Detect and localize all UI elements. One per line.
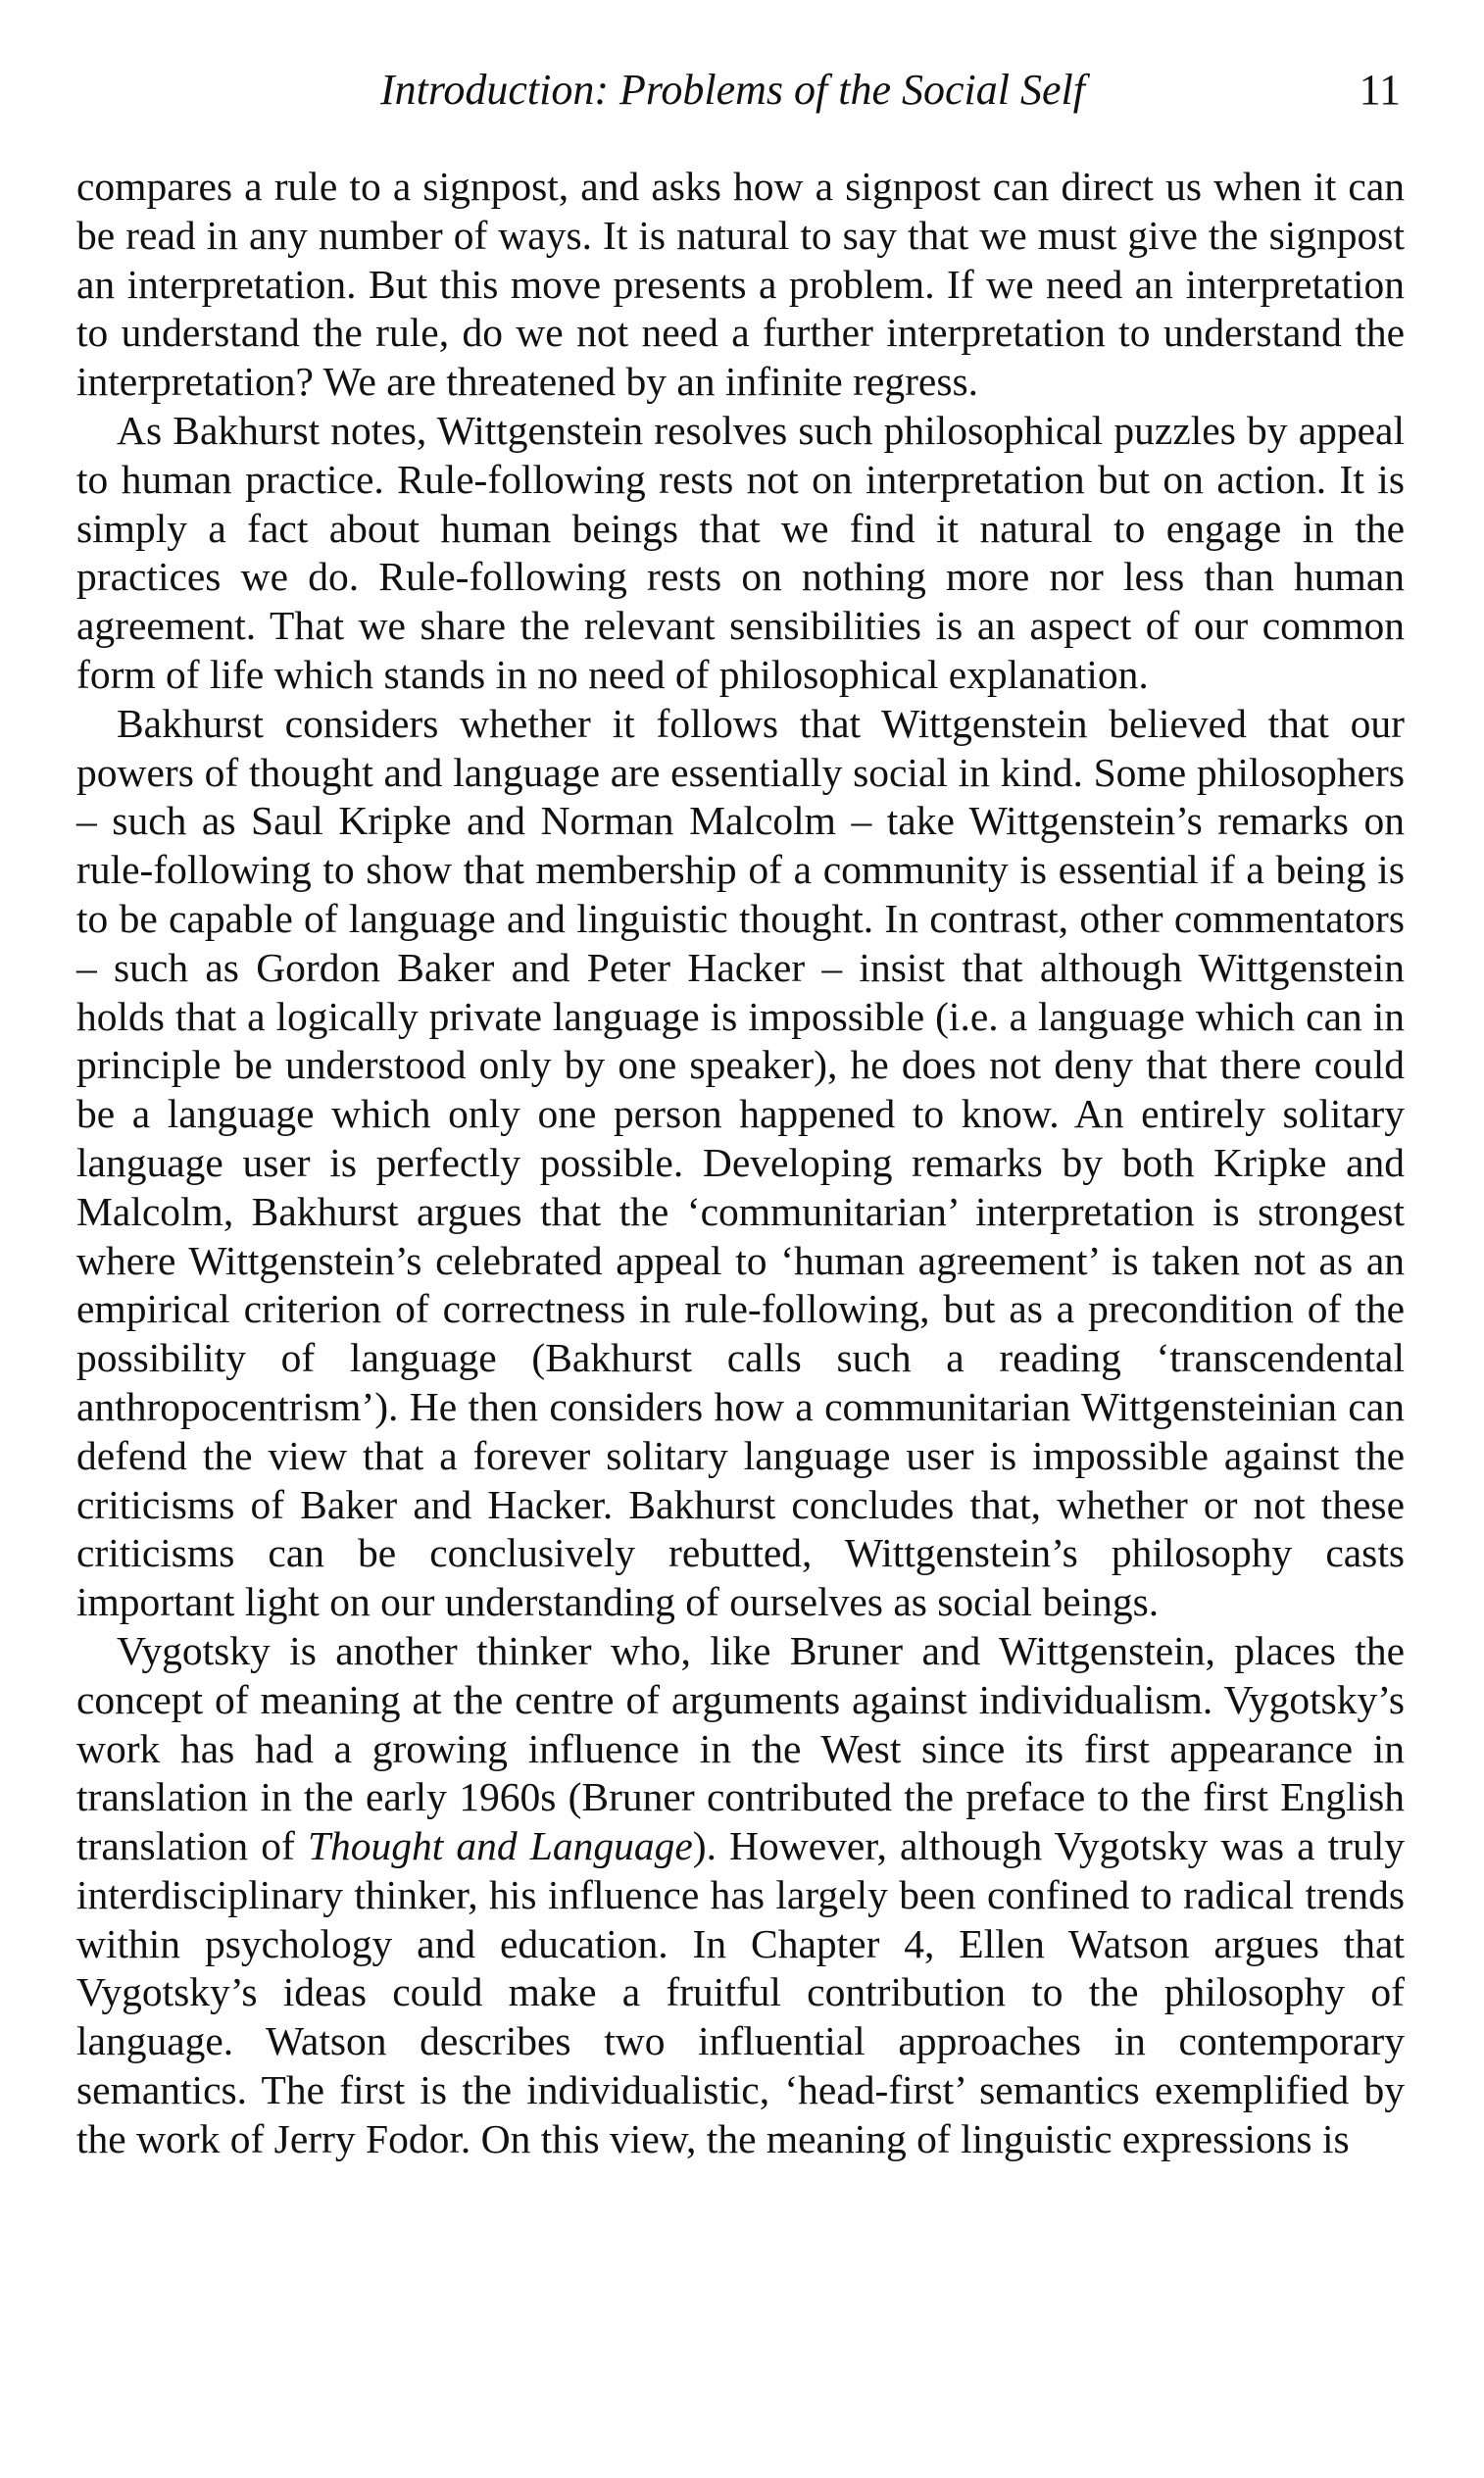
paragraph-bakhurst-communitarian: Bakhurst considers whether it follows that Wittgenstein believed that our powers of thought and language are essentially social in kind. Some philosophers – such as Saul Kripke and Norman Malcolm – take Wittgenstein’s remarks on rule-following to show that membership of a community is essential if a being is to be capable of language and linguistic thought. In contrast, other commentators – such as Gordon Baker and Peter Hacker – insist that although Wittgenstein holds that a logically private language is impossible (i.e. a language which can in principle be understood only by one speaker), he does not deny that there could be a language which only one person happened to know. An entirely solitary language user is perfectly possible. Developing remarks by both Kripke and Malcolm, Bakhurst argues that the ‘communitarian’ interpretation is strongest where Wittgenstein’s celebrated appeal to ‘human agreement’ is taken not as an empirical criterion of correctness in rule-following, but as a precondition of the possibility of language (Bakhurst calls such a reading ‘transcendental anthropocentrism’). He then considers how a communitarian Wittgensteinian can defend the view that a forever solitary language user is impossible against the criticisms of Baker and Hacker. Bakhurst concludes that, whether or not these criticisms can be conclusively rebutted, Wittgenstein’s philosophy casts important light on our understanding of ourselves as social beings. (76, 700, 1405, 1625)
body-text (76, 163, 1405, 2164)
paragraph-vygotsky-text-after: ). However, although Vygotsky was a truly interdisciplinary thinker, his influence has largely been confined to radical trends within psychology and education. In Chapter 4, Ellen Watson argues that Vygotsky’s ideas could make a fruitful contribution to the philosophy of language. Watson describes two influential approaches in contemporary semantics. The first is the individualistic, ‘head-first’ semantics exemplified by the work of Jerry Fodor. On this view, the meaning of linguistic expressions is (76, 1823, 1405, 2161)
paragraph-vygotsky-text-before: Vygotsky is another thinker who, like Bruner and Wittgenstein, places the concept of meaning at the centre of arguments against individualism. Vygotsky’s work has had a growing influence in the West since its first appearance in translation in the early 1960s (Bruner contributed the preface to the first English translation of (76, 1627, 1405, 1869)
paragraph-bakhurst-practice: As Bakhurst notes, Wittgenstein resolves such philosophical puzzles by appeal to human practice. Rule-following rests not on interpretation but on action. It is simply a fact about human beings that we find it natural to engage in the practices we do. Rule-following rests on nothing more nor less than human agreement. That we share the relevant sensibilities is an aspect of our common form of life which stands in no need of philosophical explanation. (76, 407, 1405, 697)
book-title-italic: Thought and Language (307, 1823, 693, 1869)
page-number: 11 (1359, 66, 1401, 114)
book-page (76, 59, 1405, 2164)
running-header (76, 59, 1405, 122)
paragraph-vygotsky (76, 1627, 1405, 2164)
running-title: Introduction: Problems of the Social Self (380, 66, 1085, 114)
paragraph-continued: compares a rule to a signpost, and asks how a signpost can direct us when it can be read in any number of ways. It is natural to say that we must give the signpost an interpretation. But this move presents a problem. If we need an interpretation to understand the rule, do we not need a further interpretation to understand the interpretation? We are threatened by an infinite regress. (76, 164, 1405, 405)
